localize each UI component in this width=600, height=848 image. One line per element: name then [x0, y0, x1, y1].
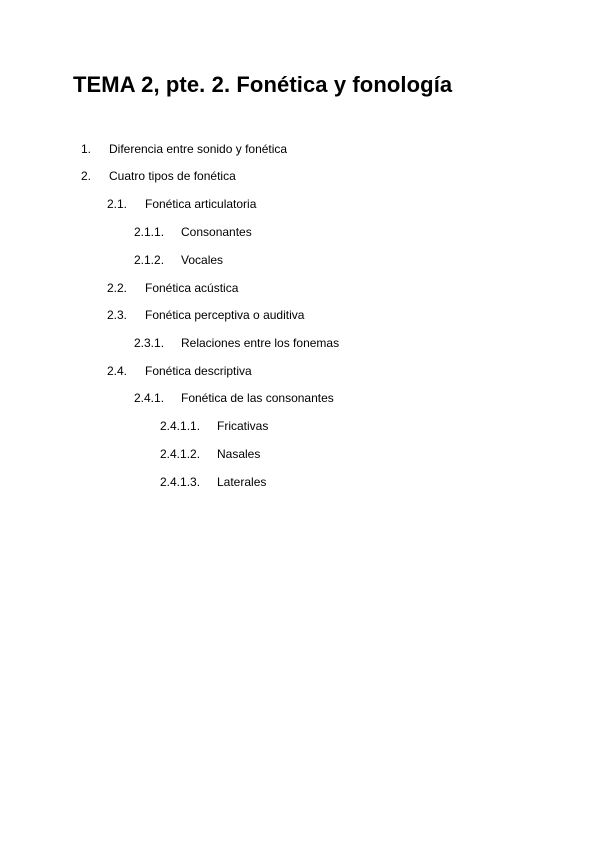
toc-item-label: Fonética perceptiva o auditiva	[145, 308, 305, 322]
toc-item-label: Fonética de las consonantes	[181, 391, 334, 405]
toc-item-number: 2.3.	[107, 308, 128, 322]
toc-item	[0, 363, 600, 379]
toc-item-label: Fonética descriptiva	[145, 364, 252, 378]
toc-item-label: Vocales	[181, 253, 224, 267]
toc-item-label: Diferencia entre sonido y fonética	[109, 142, 288, 156]
toc-item-number: 2.1.1.	[134, 225, 165, 239]
toc-item	[0, 224, 600, 240]
toc-item-label: Nasales	[217, 447, 261, 461]
toc-item-number: 2.4.1.	[134, 391, 165, 405]
toc-item	[0, 418, 600, 434]
toc-item-label: Relaciones entre los fonemas	[181, 336, 340, 350]
toc-item-number: 2.4.1.3.	[160, 475, 201, 489]
toc-item-number: 1.	[81, 142, 92, 156]
toc-item	[0, 335, 600, 351]
toc-item	[0, 280, 600, 296]
toc-item-label: Laterales	[217, 475, 267, 489]
toc-item-number: 2.4.1.1.	[160, 419, 201, 433]
toc-item	[0, 141, 600, 157]
toc-item-number: 2.4.1.2.	[160, 447, 201, 461]
toc-item	[0, 196, 600, 212]
toc-item	[0, 446, 600, 462]
toc-item-label: Consonantes	[181, 225, 252, 239]
toc-item-number: 2.4.	[107, 364, 128, 378]
toc-item-label: Fricativas	[217, 419, 269, 433]
toc-item	[0, 390, 600, 406]
toc-item	[0, 474, 600, 490]
toc-item	[0, 252, 600, 268]
toc-item-number: 2.2.	[107, 281, 128, 295]
toc-item-number: 2.3.1.	[134, 336, 165, 350]
toc-item-label: Fonética acústica	[145, 281, 239, 295]
toc-item	[0, 307, 600, 323]
page-title: TEMA 2, pte. 2. Fonética y fonología	[73, 72, 453, 97]
toc-item	[0, 168, 600, 184]
toc-item-label: Cuatro tipos de fonética	[109, 169, 236, 183]
toc-item-label: Fonética articulatoria	[145, 197, 257, 211]
toc-item-number: 2.1.	[107, 197, 128, 211]
toc-item-number: 2.1.2.	[134, 253, 165, 267]
toc-item-number: 2.	[81, 169, 92, 183]
